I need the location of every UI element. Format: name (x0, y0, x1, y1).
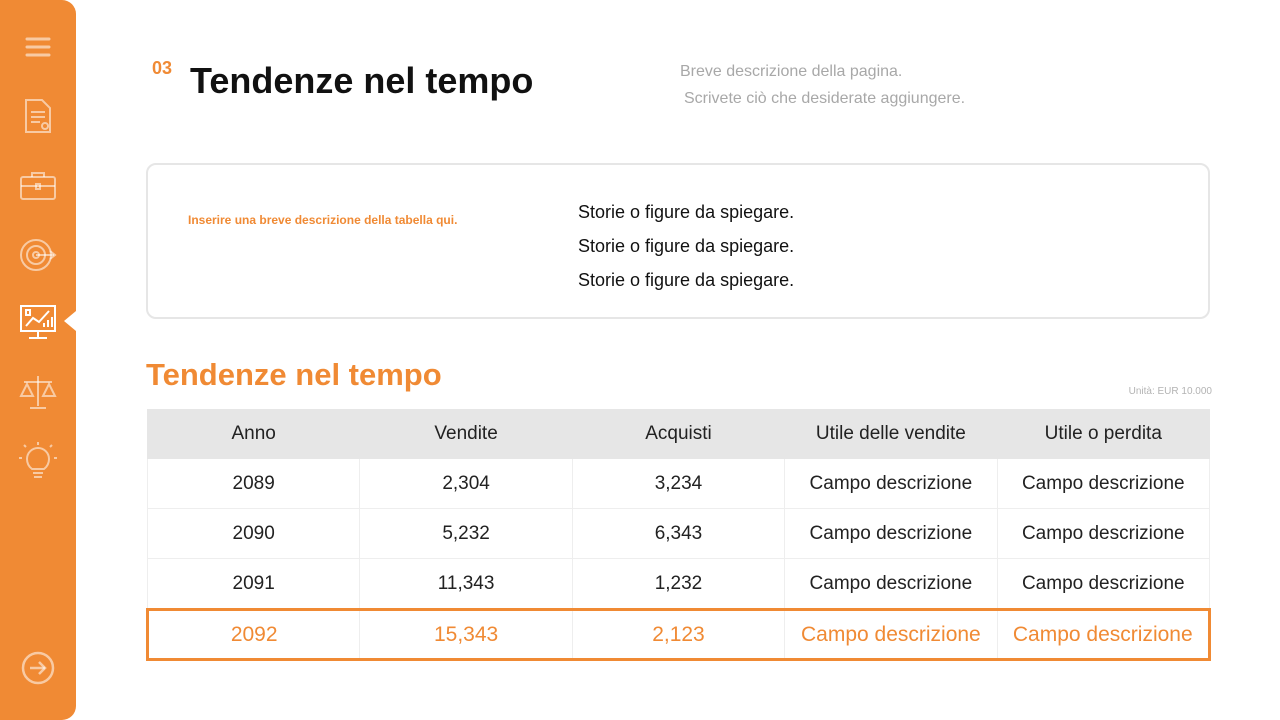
story-line: Storie o figure da spiegare. (578, 202, 795, 222)
header-sales-profit: Utile delle vendite (785, 409, 997, 459)
active-indicator (64, 311, 76, 331)
unit-label: Unità: EUR 10.000 (1128, 386, 1212, 397)
chart-monitor-icon[interactable] (17, 301, 59, 343)
table-cell: 2091 (148, 559, 360, 610)
story-line: Storie o figure da spiegare. (578, 236, 795, 256)
table-cell: 1,232 (572, 559, 784, 610)
table-row (148, 459, 1210, 509)
table-cell: Campo descrizione (785, 459, 997, 509)
table-cell: Campo descrizione (785, 559, 997, 610)
table-cell: 5,232 (360, 509, 572, 559)
table-cell: 6,343 (572, 509, 784, 559)
header-purchases: Acquisti (572, 409, 784, 459)
table-cell: 2,123 (572, 610, 784, 660)
trends-table (146, 409, 1211, 661)
table-cell: 11,343 (360, 559, 572, 610)
scales-icon[interactable] (17, 371, 59, 413)
menu-icon[interactable] (17, 26, 59, 68)
description-line-1: Breve descrizione della pagina. (680, 63, 903, 80)
table-row (148, 559, 1210, 610)
briefcase-icon[interactable] (17, 165, 59, 207)
table-cell: Campo descrizione (997, 559, 1209, 610)
table-cell: Campo descrizione (785, 509, 997, 559)
header-year: Anno (148, 409, 360, 459)
table-cell: Campo descrizione (997, 459, 1209, 509)
table-cell: Campo descrizione (785, 610, 997, 660)
header-sales: Vendite (360, 409, 572, 459)
lightbulb-icon[interactable] (17, 440, 59, 482)
table-caption: Inserire una breve descrizione della tabella qui. (188, 213, 458, 227)
document-icon[interactable] (17, 95, 59, 137)
page-number: 03 (152, 58, 173, 78)
table-cell: 15,343 (360, 610, 572, 660)
stories-list (578, 195, 794, 297)
table-header-row (148, 409, 1210, 459)
table-cell: 2,304 (360, 459, 572, 509)
table-row-highlighted (148, 610, 1210, 660)
header-profit-loss: Utile o perdita (997, 409, 1209, 459)
info-box (146, 163, 1210, 319)
table-cell: Campo descrizione (997, 509, 1209, 559)
table-cell: 2089 (148, 459, 360, 509)
table-row (148, 509, 1210, 559)
description-line-2: Scrivete ciò che desiderate aggiungere. (684, 90, 966, 107)
table-cell: 3,234 (572, 459, 784, 509)
table-cell: 2090 (148, 509, 360, 559)
table-cell: Campo descrizione (997, 610, 1209, 660)
page-title: Tendenze nel tempo (190, 60, 534, 101)
sidebar (0, 0, 76, 720)
story-line: Storie o figure da spiegare. (578, 270, 795, 290)
page-description (680, 58, 965, 112)
section-title: Tendenze nel tempo (146, 357, 442, 392)
table-cell: 2092 (148, 610, 360, 660)
target-icon[interactable] (17, 233, 59, 275)
arrow-right-circle-icon[interactable] (17, 647, 59, 689)
